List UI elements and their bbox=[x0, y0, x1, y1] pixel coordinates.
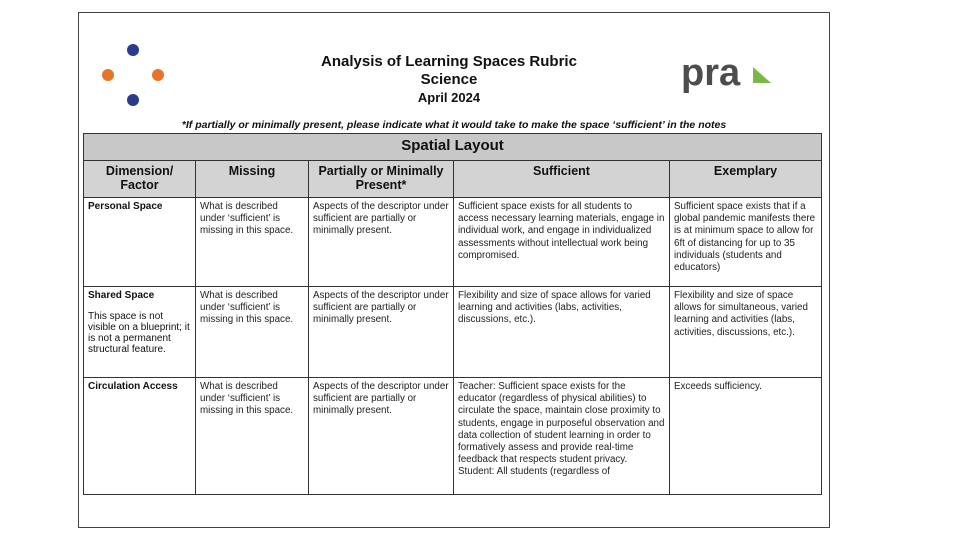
column-header: Dimension/ Factor bbox=[84, 161, 196, 198]
column-header: Partially or Minimally Present* bbox=[309, 161, 454, 198]
exemplary-cell: Flexibility and size of space allows for simultaneous, varied learning and activities (labs, activities, discussions, etc.). bbox=[670, 287, 822, 378]
pra-logo-triangle-icon bbox=[753, 67, 771, 83]
factor-cell bbox=[84, 198, 196, 287]
rubric-table bbox=[83, 133, 822, 495]
factor-label: Shared Space bbox=[88, 290, 155, 301]
table-row bbox=[84, 198, 822, 287]
factor-subnote: This space is not visible on a blueprint; it is not a permanent structural feature. bbox=[88, 311, 190, 355]
sufficient-cell: Teacher: Sufficient space exists for the educator (regardless of physical abilities) to circulate the space, maintain close proximity to students, engage in purposeful observation and data collection of student learning in order to formatively assess and provide real-time feedback that respects student privacy. Student: All students (regardless of bbox=[454, 378, 670, 495]
missing-cell: What is described under ‘sufficient’ is missing in this space. bbox=[196, 378, 309, 495]
document-page bbox=[78, 12, 830, 528]
instruction-note: *If partially or minimally present, please indicate what it would take to make the space ‘sufficient’ in the notes bbox=[181, 119, 727, 131]
factor-label: Circulation Access bbox=[88, 381, 178, 392]
column-header: Missing bbox=[196, 161, 309, 198]
exemplary-cell: Sufficient space exists that if a global pandemic manifests there is at minimum space to allow for 6ft of distancing for up to 35 individuals (students and educators) bbox=[670, 198, 822, 287]
document-title: Analysis of Learning Spaces Rubric bbox=[321, 53, 577, 70]
factor-cell bbox=[84, 378, 196, 495]
column-header: Sufficient bbox=[454, 161, 670, 198]
sufficient-cell: Flexibility and size of space allows for varied learning and activities (labs, activities, discussions, etc.). bbox=[454, 287, 670, 378]
table-row bbox=[84, 287, 822, 378]
exemplary-cell: Exceeds sufficiency. bbox=[670, 378, 822, 495]
section-header-row bbox=[84, 134, 822, 161]
column-header: Exemplary bbox=[670, 161, 822, 198]
people-circle-icon bbox=[99, 41, 167, 109]
partial-cell: Aspects of the descriptor under sufficient are partially or minimally present. bbox=[309, 287, 454, 378]
sufficient-cell: Sufficient space exists for all students to access necessary learning materials, engage in individual work, and engage in individualized assessments without intellectual work being compromised. bbox=[454, 198, 670, 287]
pra-logo bbox=[679, 51, 779, 95]
document-header bbox=[239, 53, 659, 106]
pra-logo-text: pra bbox=[681, 52, 741, 94]
table-row bbox=[84, 378, 822, 495]
document-subject: Science bbox=[420, 71, 478, 88]
missing-cell: What is described under ‘sufficient’ is missing in this space. bbox=[196, 287, 309, 378]
document-date: April 2024 bbox=[417, 90, 481, 105]
partial-cell: Aspects of the descriptor under sufficient are partially or minimally present. bbox=[309, 198, 454, 287]
factor-label: Personal Space bbox=[88, 201, 163, 212]
column-header-row bbox=[84, 161, 822, 198]
factor-cell bbox=[84, 287, 196, 378]
section-title: Spatial Layout bbox=[84, 134, 822, 161]
missing-cell: What is described under ‘sufficient’ is missing in this space. bbox=[196, 198, 309, 287]
partial-cell: Aspects of the descriptor under sufficient are partially or minimally present. bbox=[309, 378, 454, 495]
